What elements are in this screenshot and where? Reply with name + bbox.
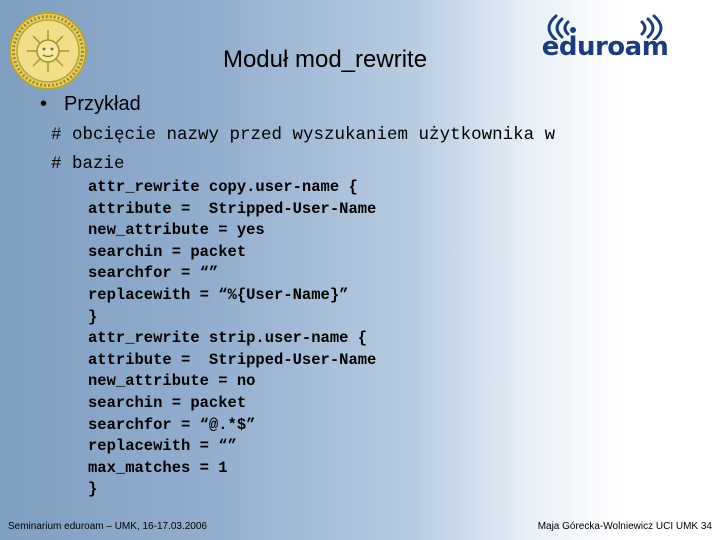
footer-author-page: Maja Górecka-Wolniewicz UCI UMK 34 bbox=[537, 521, 712, 532]
eduroam-logo bbox=[540, 10, 670, 62]
code-line: searchin = packet bbox=[88, 243, 247, 261]
bullet-text: Przykład bbox=[64, 93, 141, 115]
code-line: searchfor = “” bbox=[88, 264, 219, 282]
code-line: new_attribute = no bbox=[88, 372, 256, 390]
footer-event: Seminarium eduroam – UMK, 16-17.03.2006 bbox=[8, 521, 207, 532]
code-line: attr_rewrite copy.user-name { bbox=[88, 178, 358, 196]
slide-title: Moduł mod_rewrite bbox=[222, 46, 428, 73]
university-seal-icon bbox=[8, 10, 88, 92]
comment-line: # obcięcie nazwy przed wyszukaniem użytkownika w bbox=[51, 125, 556, 145]
code-line: max_matches = 1 bbox=[88, 459, 228, 477]
code-line: replacewith = “” bbox=[88, 437, 237, 455]
code-line: attribute = Stripped-User-Name bbox=[88, 351, 377, 369]
eduroam-wordmark: eduroam bbox=[541, 32, 669, 62]
bullet-item bbox=[40, 93, 141, 116]
code-line: } bbox=[88, 308, 98, 326]
code-line: } bbox=[88, 480, 98, 498]
code-line: searchfor = “@.*$” bbox=[88, 416, 256, 434]
code-line: searchin = packet bbox=[88, 394, 247, 412]
code-line: replacewith = “%{User-Name}” bbox=[88, 286, 349, 304]
comment-line: # bazie bbox=[51, 154, 125, 174]
bullet-marker: • bbox=[40, 93, 48, 115]
code-line: attribute = Stripped-User-Name bbox=[88, 200, 377, 218]
code-line: attr_rewrite strip.user-name { bbox=[88, 329, 368, 347]
code-line: new_attribute = yes bbox=[88, 221, 265, 239]
